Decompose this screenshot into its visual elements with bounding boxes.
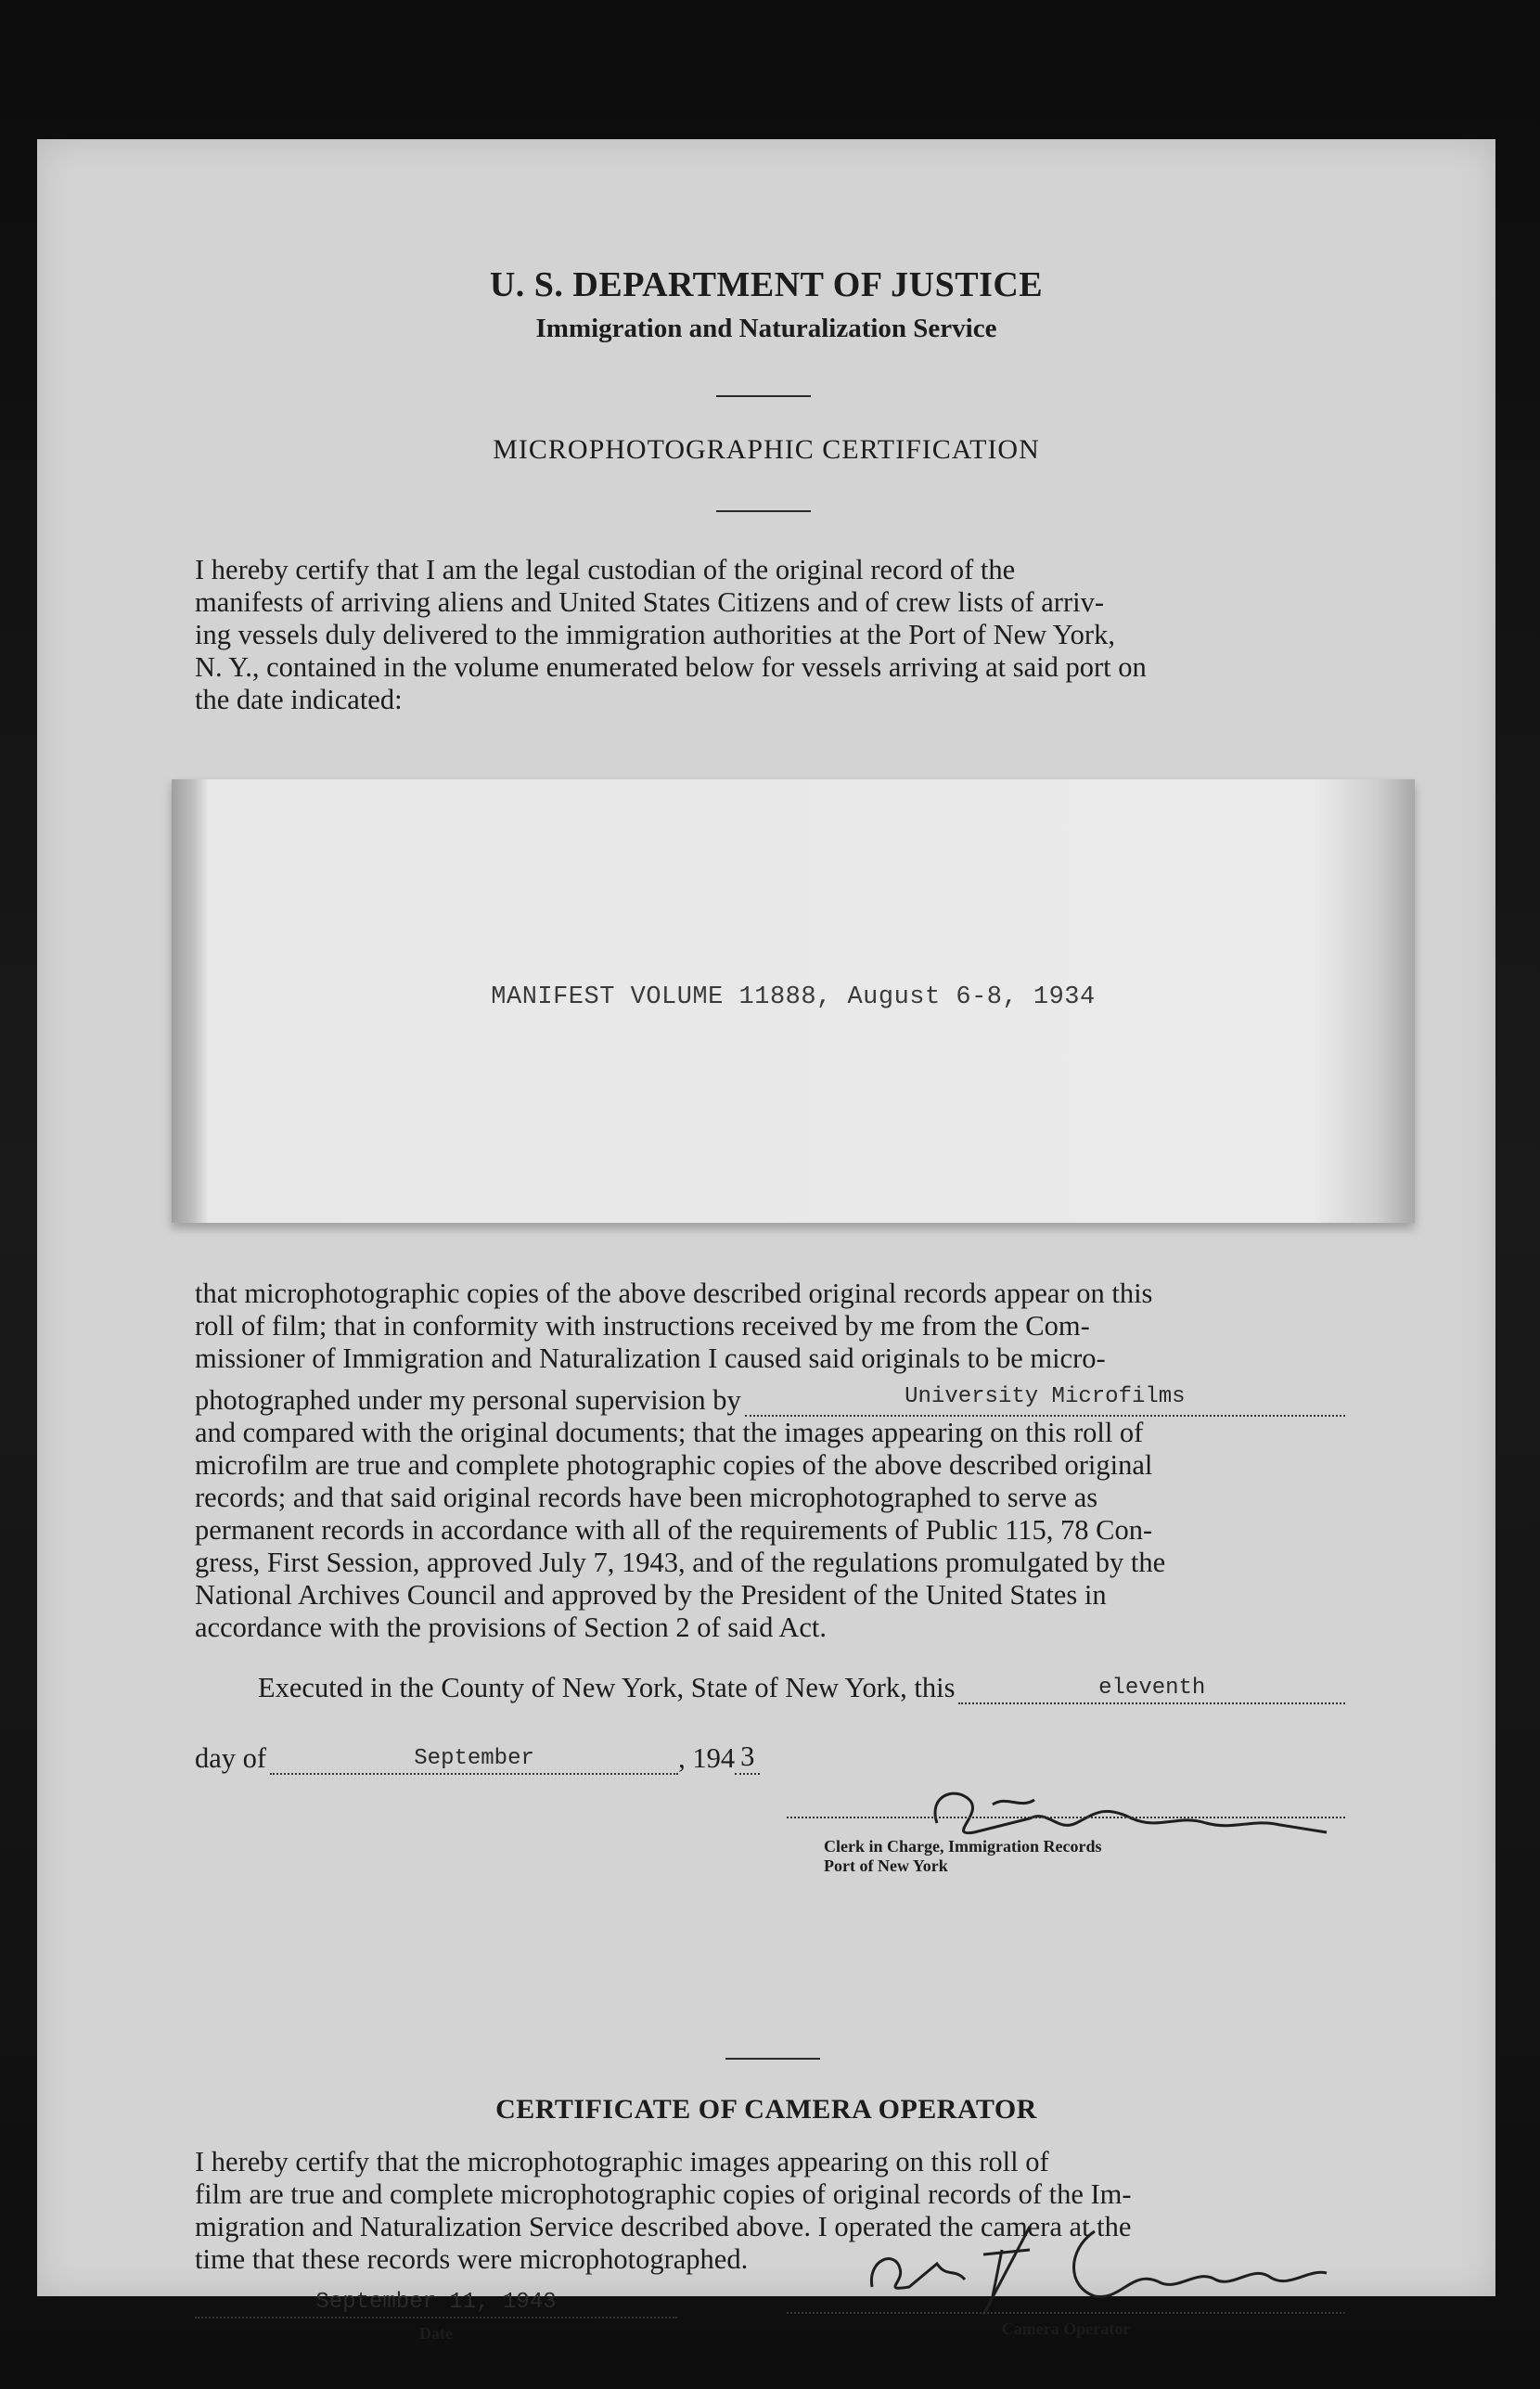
intro-line: I hereby certify that I am the legal custodian of the original record of the <box>195 554 1016 585</box>
body-line: missioner of Immigration and Naturalization I caused said originals to be micro- <box>195 1342 1106 1374</box>
body-paragraph <box>195 1278 1345 1644</box>
body-line: microfilm are true and complete photographic copies of the above described original <box>195 1449 1153 1481</box>
intro-line: N. Y., contained in the volume enumerated below for vessels arriving at said port on <box>195 651 1147 683</box>
body-line: National Archives Council and approved by the President of the United States in <box>195 1579 1107 1611</box>
divider-middle <box>716 510 811 512</box>
executed-day-value: eleventh <box>958 1676 1345 1704</box>
divider-bottom <box>725 2058 820 2060</box>
operator-label: Camera Operator <box>1001 2319 1131 2338</box>
month-line <box>195 1740 863 1775</box>
volume-slip-text: MANIFEST VOLUME 11888, August 6-8, 1934 <box>491 983 1096 1011</box>
supervision-line <box>195 1381 1345 1417</box>
clerk-title <box>824 1837 1101 1876</box>
date-value: September 11, 1943 <box>195 2290 677 2318</box>
executed-prefix: Executed in the County of New York, State of New York, this <box>258 1672 956 1703</box>
body-line: roll of film; that in conformity with instructions received by me from the Com- <box>195 1310 1090 1342</box>
body-line: permanent records in accordance with all of the requirements of Public 115, 78 Con- <box>195 1514 1153 1546</box>
operator-line: film are true and complete microphotographic copies of original records of the Im- <box>195 2178 1132 2210</box>
intro-line: ing vessels duly delivered to the immigration authorities at the Port of New York, <box>195 619 1115 650</box>
body-line: gress, First Session, approved July 7, 1943, and of the regulations promulgated by the <box>195 1547 1166 1578</box>
clerk-title-line: Clerk in Charge, Immigration Records <box>824 1837 1102 1856</box>
clerk-signature-line <box>787 1817 1345 1818</box>
operator-line: migration and Naturalization Service described above. I operated the camera at the <box>195 2211 1132 2242</box>
intro-line: manifests of arriving aliens and United States Citizens and of crew lists of arriv- <box>195 586 1104 618</box>
year-digit: 3 <box>735 1740 760 1775</box>
body-line: that microphotographic copies of the above described original records appear on this <box>195 1278 1153 1309</box>
intro-line: the date indicated: <box>195 684 403 715</box>
body-line: records; and that said original records have been microphotographed to serve as <box>195 1482 1098 1513</box>
agency-heading: U. S. DEPARTMENT OF JUSTICE <box>489 265 1044 304</box>
volume-slip <box>172 779 1415 1223</box>
executed-line <box>258 1672 1345 1704</box>
service-subheading: Immigration and Naturalization Service <box>535 314 997 343</box>
date-field <box>195 2290 677 2344</box>
operator-cert-title: CERTIFICATE OF CAMERA OPERATOR <box>495 2094 1037 2125</box>
year-prefix: , 194 <box>678 1742 736 1774</box>
clerk-title-line: Port of New York <box>824 1856 948 1875</box>
divider-top <box>716 395 811 397</box>
operator-line: time that these records were microphotographed. <box>195 2243 749 2275</box>
body-line: and compared with the original documents; that the images appearing on this roll of <box>195 1417 1144 1448</box>
date-label: Date <box>419 2324 453 2343</box>
day-of-label: day of <box>195 1742 267 1774</box>
operator-signature-line <box>787 2312 1345 2314</box>
certificate-page <box>37 139 1495 2343</box>
supervision-value: University Microfilms <box>745 1381 1345 1417</box>
month-value: September <box>270 1746 678 1775</box>
operator-signature <box>853 2213 1354 2315</box>
intro-paragraph <box>195 554 1345 716</box>
body-line: accordance with the provisions of Section 2 of said Act. <box>195 1612 827 1643</box>
certification-title: MICROPHOTOGRAPHIC CERTIFICATION <box>493 434 1040 465</box>
supervision-prefix: photographed under my personal supervision by <box>195 1384 741 1416</box>
operator-field <box>787 2312 1345 2339</box>
operator-line: I hereby certify that the microphotographic images appearing on this roll of <box>195 2146 1049 2177</box>
